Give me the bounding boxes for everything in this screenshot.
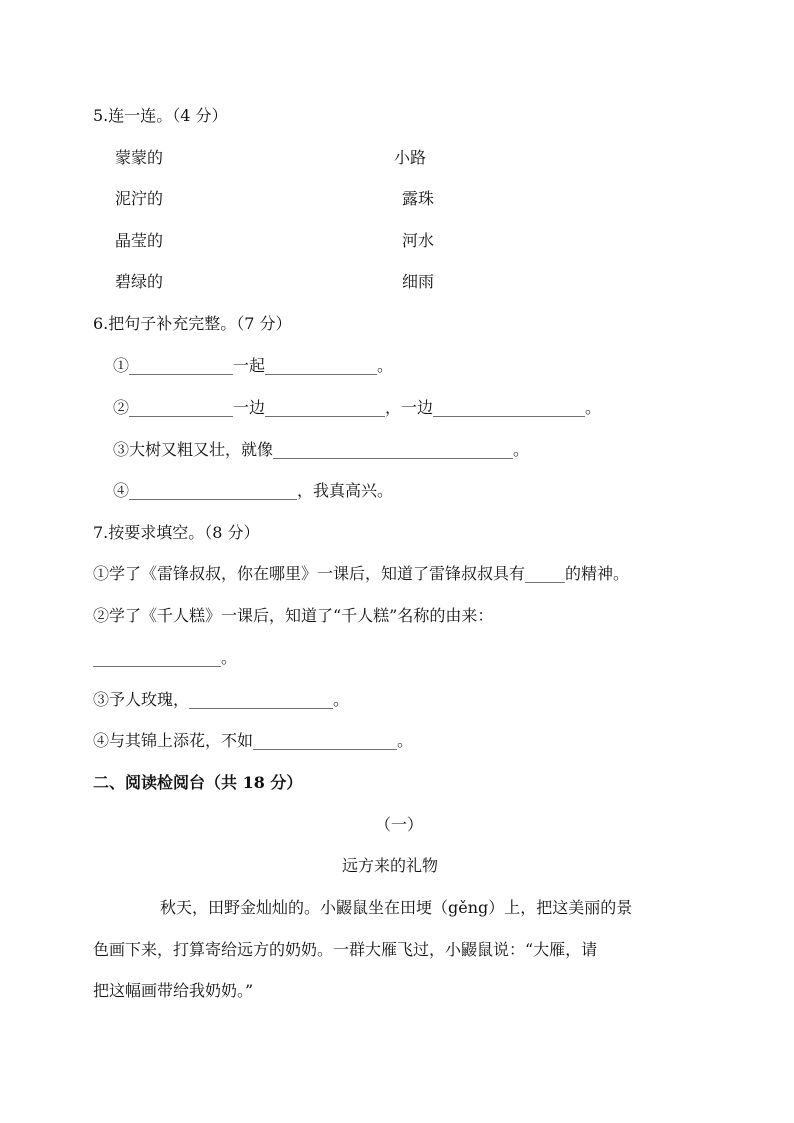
q6-title: 6.把句子补充完整。（7 分） (93, 314, 292, 333)
q5-title: 5.连一连。（4 分） (93, 106, 228, 125)
section-heading: 二、阅读检阅台（共 18 分） (93, 773, 303, 792)
q6-item-3: ③大树又粗又壮，就像______________________________。 (113, 440, 530, 459)
q5-left-item-3: 晶莹的 (115, 231, 164, 250)
q6-item-4: ④_____________________，我真高兴。 (113, 481, 394, 500)
q5-right-item-2: 露珠 (402, 189, 435, 208)
q7-title: 7.按要求填空。（8 分） (93, 523, 260, 542)
q7-item-1: ①学了《雷锋叔叔，你在哪里》一课后，知道了雷锋叔叔具有_____的精神。 (93, 564, 630, 583)
q5-right-item-3: 河水 (402, 231, 435, 250)
q7-item-2: ②学了《千人糕》一课后，知道了“千人糕”名称的由来： (93, 606, 494, 625)
q6-item-2: ②_____________一边_______________，一边___________________。 (113, 398, 602, 417)
story-paragraph-line-2: 色画下来，打算寄给远方的奶奶。一群大雁飞过，小鼹鼠说：“大雁，请 (93, 940, 598, 959)
q5-right-item-4: 细雨 (402, 272, 435, 291)
q7-item-2-answer-line: ________________。 (93, 648, 238, 667)
story-paragraph-line-1: 秋天，田野金灿灿的。小鼹鼠坐在田埂（gěng）上，把这美丽的景 (160, 898, 633, 917)
q6-item-1: ①_____________一起______________。 (113, 356, 394, 375)
q5-left-item-1: 蒙蒙的 (115, 148, 164, 167)
q5-left-item-4: 碧绿的 (115, 272, 164, 291)
q5-right-item-1: 小路 (394, 148, 427, 167)
reading-part-label: （一） (375, 815, 424, 834)
story-paragraph-line-3: 把这幅画带给我奶奶。” (93, 981, 254, 1000)
q5-left-item-2: 泥泞的 (115, 189, 164, 208)
q7-item-4: ④与其锦上添花，不如__________________。 (93, 731, 414, 750)
story-title: 远方来的礼物 (342, 856, 439, 875)
q7-item-3: ③予人玫瑰，__________________。 (93, 690, 350, 709)
